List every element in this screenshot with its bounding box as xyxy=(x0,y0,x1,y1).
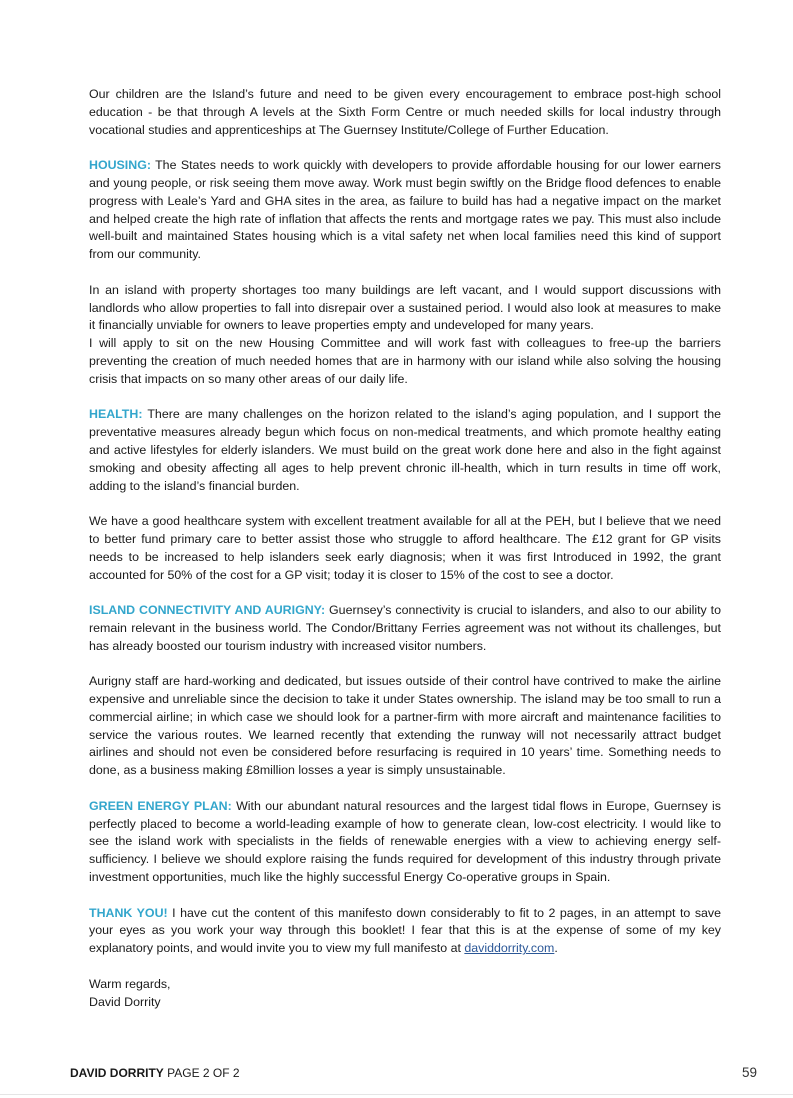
connectivity-heading: ISLAND CONNECTIVITY AND AURIGNY: xyxy=(89,603,326,618)
sign-off: Warm regards, xyxy=(89,976,171,991)
footer-divider xyxy=(0,1094,793,1095)
green-energy-heading: GREEN ENERGY PLAN: xyxy=(89,798,232,813)
housing-paragraph-3: I will apply to sit on the new Housing Committee and will work fast with colleagues to free-up the barriers preventing the creation of much needed homes that are in harmony with our island while also solving the housing crisis that impacts on so many other areas of our daily life. xyxy=(89,336,721,386)
page-number: 59 xyxy=(741,1065,757,1080)
connectivity-paragraph-2: Aurigny staff are hard-working and dedicated, but issues outside of their control have contrived to make the airline expensive and unreliable since the decision to take it under States ownership. The island may be too small to run a commercial airline; in which case we should look for a partner-firm with more aircraft and maintenance facilities to service the various routes. We learned recently that extending the runway will not necessarily attract budget airlines and should not even be considered before resurfacing is required in 10 years’ time. Something needs to done, as a business making £8million losses a year is simply unsustainable. xyxy=(89,674,721,778)
manifesto-link[interactable]: daviddorrity.com xyxy=(464,941,555,956)
health-heading: HEALTH: xyxy=(89,407,143,422)
health-paragraph-2: We have a good healthcare system with excellent treatment available for all at the PEH, but I believe that we need to better fund primary care to better assist those who struggle to afford healthcare. The £12 grant for GP visits needs to be increased to help islanders seek early diagnosis; when it was first Introduced in 1992, the grant accounted for 50% of the cost for a GP visit; today it is closer to 15% of the cost to see a doctor. xyxy=(89,514,721,582)
education-paragraph: Our children are the Island’s future and need to be given every encouragement to embrace post-high school education - be that through A levels at the Sixth Form Centre or much needed skills for local industry through vocational studies and apprenticeships at The Guernsey Institute/College of Further Education. xyxy=(89,87,721,137)
green-energy-paragraph: GREEN ENERGY PLAN: With our abundant natural resources and the largest tidal flows in Europe, Guernsey is perfectly placed to become a world-leading example of how to generate clean, low-cost electricity. I would like to see the island work with specialists in the fields of renewable energies with a view to achieving energy self-sufficiency. I believe we should explore raising the funds required for development of this industry through private investment opportunities, much like the highly successful Energy Co-operative groups in Spain. xyxy=(89,798,721,885)
housing-paragraph: HOUSING: The States needs to work quickly with developers to provide affordable housing for our lower earners and young people, or risk seeing them move away. Work must begin swiftly on the Bridge flood defences to enable progress with Leale’s Yard and GHA sites in the area, as failure to build has had a negative impact on the market and helped create the high rate of inflation that affects the rents and mortgage rates we pay. This must also include well-built and maintained States housing which is a vital safety net when local families need this kind of support from our community. xyxy=(89,158,721,262)
thank-you-paragraph: THANK YOU! I have cut the content of this manifesto down considerably to fit to 2 pages, in an attempt to save your eyes as you work your way through this booklet! I fear that this is at the expense of some of my key explanatory points, and would invite you to view my full manifesto at daviddorrity.com. xyxy=(89,905,721,956)
footer-label xyxy=(70,1066,240,1080)
health-paragraph: HEALTH: There are many challenges on the horizon related to the island’s aging population, and I support the preventative measures already begun which focus on non-medical treatments, and which promote healthy eating and active lifestyles for elderly islanders. We must build on the great work done here and also in the fight against smoking and obesity affecting all ages to help prevent chronic ill-health, which in turn results in time off work, adding to the island’s financial burden. xyxy=(89,407,721,493)
housing-paragraph-2: In an island with property shortages too many buildings are left vacant, and I would support discussions with landlords who allow properties to fall into disrepair over a sustained period. I would also look at measures to make it financially unviable for owners to leave properties empty and undeveloped for many years. xyxy=(89,282,721,333)
connectivity-paragraph: ISLAND CONNECTIVITY AND AURIGNY: Guernsey’s connectivity is crucial to islanders, and also to our ability to remain relevant in the business world. The Condor/Brittany Ferries agreement was not without its challenges, but has already boosted our tourism industry with increased visitor numbers. xyxy=(89,603,721,653)
signature-block xyxy=(89,976,721,1012)
thank-you-heading: THANK YOU! xyxy=(89,905,168,920)
footer-page-label: PAGE 2 OF 2 xyxy=(163,1065,240,1080)
manifesto-body xyxy=(89,86,721,1011)
signature-name: David Dorrity xyxy=(89,994,161,1009)
housing-heading: HOUSING: xyxy=(89,158,151,173)
footer-author: DAVID DORRITY xyxy=(70,1065,164,1080)
page-footer xyxy=(70,1065,757,1080)
